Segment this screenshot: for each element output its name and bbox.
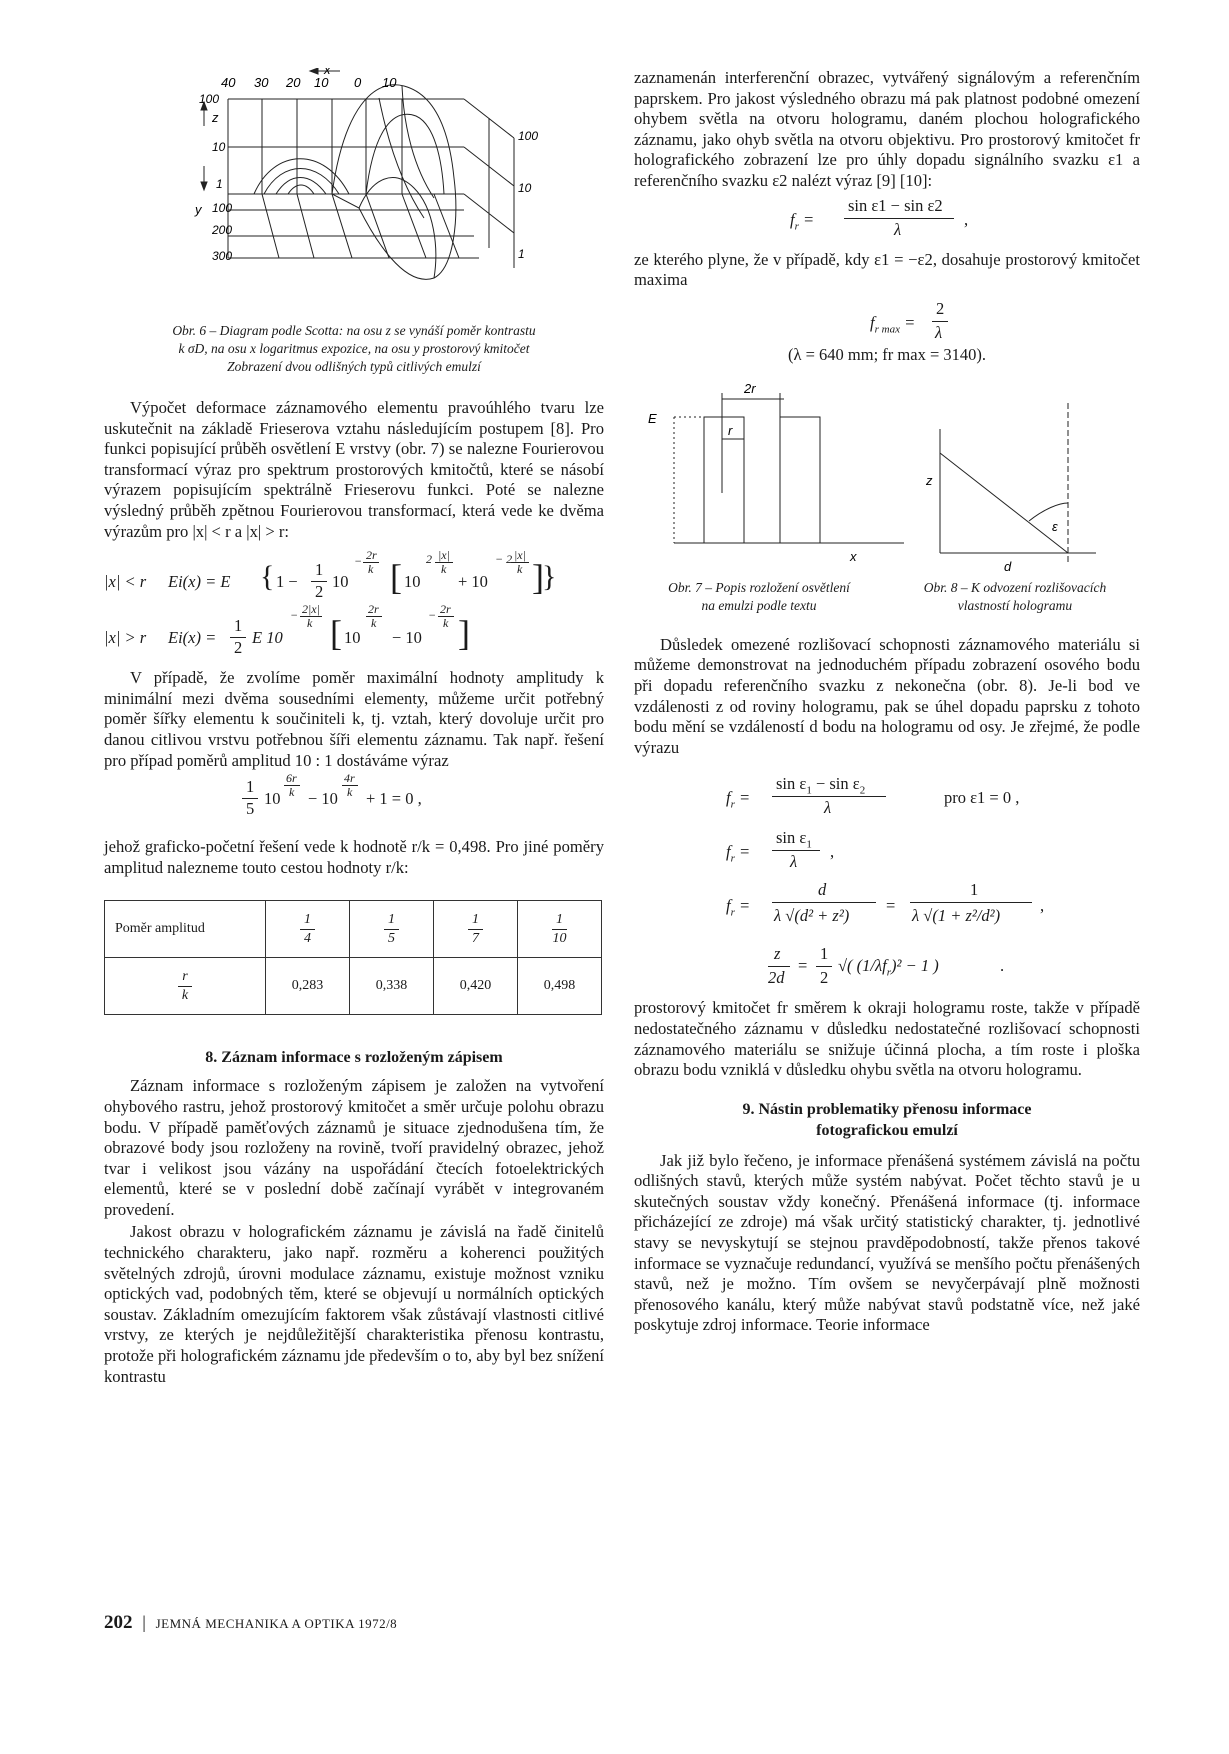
fig6-left-tick: 1 [216, 177, 223, 191]
paragraph: Výpočet deformace záznamového elementu pravoúhlého tvaru lze uskutečnit na základě Frieserova vztahu následujícím postupem [8]. Pro funkci popisující průběh osvětlení E vrstvy (obr. 7) se nalezne Fourierovou transformací výraz pro spektrum prostorových kmitočtů, které se násobí výrazem popisujícím spektrálně Frieserovu funkci. Poté se nalezne výsledný průběh zpětnou Fourierovou transformací, která vede ke dvěma výrazům pro |x| < r a |x| > r: [104, 398, 604, 541]
table-cell: $\frac{1}{4}$ [266, 901, 350, 958]
paragraph: jehož graficko-početní řešení vede k hodnotě r/k = 0,498. Pro jiné poměry amplitud nalezneme touto cestou hodnoty r/k: [104, 837, 604, 877]
fraction-denominator: λ [894, 219, 902, 239]
fig6-x-tick: 30 [254, 75, 269, 90]
paragraph: Jak již bylo řečeno, je informace přenášená systémem závislá na počtu odlišných stavů, kterých může systém nabývat. Počet těchto stavů je u skutečných soustav vždy konečný. Přenášená informace (tj. informace přicházející ze zdroje) má však určitý statistický charakter, tj. jednotlivé stavy se nevyskytují se stejnou pravděpodobností, takže přenos takové informace se vyznačuje redundancí, využívá se menšího počtu přenášených stavů, než je možno. Tím ovšem se nevyčerpávají plně možnosti přenosového kanálu, který může nabývat stavů podstatně více, než jaké poskytuje zdroj informace. Teorie informace [634, 1150, 1140, 1335]
fig6-left-tick: 100 [212, 201, 233, 215]
left-column [104, 68, 604, 1387]
fig7-x-label: x [850, 548, 857, 564]
fraction-denominator: λ [935, 322, 943, 342]
fig6-right-tick: 100 [518, 129, 539, 143]
fig7-r-label: r [728, 422, 733, 438]
figure-8-caption [890, 579, 1140, 615]
table-cell: $\frac{1}{7}$ [434, 901, 518, 958]
fig6-right-tick: 10 [518, 181, 532, 195]
paragraph: V případě, že zvolíme poměr maximální hodnoty amplitudy k minimální mezi dvěma sousedními elementy, můžeme určit potřebný poměr šířky elementu k součiniteli k, tj. vztah, který dovoluje určit pro danou citlivou vrstvu potřebnou šíři elementu záznamu. Tak např. řešení pro případ poměrů amplitud 10 : 1 dostáváme výraz [104, 668, 604, 770]
fig6-left-tick: 10 [212, 140, 226, 154]
paragraph: Záznam informace s rozloženým zápisem je založen na vytvoření ohybového rastru, jehož prostorový kmitočet a směr určuje polohu obrazu bodu. V případě paměťových záznamů je situace zjednodušena tím, že obrazové body jsou rozloženy na rovině, tvoří pravidelný obrazec, jehož tvar i velikost jsou vázány na uspořádání čtecích fotoelektrických elementů, které se v poslední době začínají vyrábět v integrovaném provedení. [104, 1076, 604, 1219]
caption-line: vlastností hologramu [957, 597, 1073, 613]
paragraph: Jakost obrazu v holografickém záznamu je závislá na řadě činitelů technického charakteru, jako např. rozměru a koherenci použitých světelných zdrojů, úrovni modulace záznamu, existuje možnost vzniku optických vad, podobných těm, které se objevují u normálních optických soustav. Základním omezujícím faktorem však zůstávají vlastnosti citlivé vrstvy, ze kterých je nejdůležitější charakteristika přenosu kontrastu, protože při holografickém záznamu jde především o to, aby byl bez snížení kontrastu [104, 1222, 604, 1386]
table-row-label: $\frac{r}{k}$ [105, 958, 266, 1015]
fig6-x-tick: 10 [314, 75, 329, 90]
paragraph: Důsledek omezené rozlišovací schopnosti záznamového materiálu si můžeme demonstrovat na jednoduchém případu zobrazení osového bodu při dopadu referenčního svazku z nekonečna (obr. 8). Je-li bod ve vzdálenosti z od roviny hologramu, pak se úhel dopadu paprsku z tohoto bodu mění se vzdáleností d bodu na hologramu od osy. Je zřejmé, že podle výrazu [634, 634, 1140, 757]
figure-7-8-captions [634, 579, 1140, 619]
amplitude-ratio-table [104, 900, 602, 1015]
fig6-x-tick: 20 [286, 75, 301, 90]
paragraph: zaznamenán interferenční obrazec, vytvářený signálovým a referenčním paprskem. Pro jakost výsledného obrazu má pak platnost podobné omezení ohybem světla na otvoru hologramu, daném plochou holografického záznamu, jako ohyb světla na otvoru objektivu. Pro prostorový kmitočet fr holografického zobrazení lze pro úhly dopadu signálního svazku ε1 a referenčního svazku ε2 nalézt výraz [9] [10]: [634, 68, 1140, 190]
section-heading: 8. Záznam informace s rozloženým zápisem [205, 1049, 503, 1067]
equation-amplitude: 1 5 10 6r k − 10 4r k + 1 = 0 , [104, 771, 604, 829]
fig7-e-label: E [648, 410, 657, 426]
fig6-left-tick: 100 [199, 92, 220, 106]
table-cell: 0,283 [266, 958, 350, 1015]
fig8-z-label: z [926, 472, 933, 488]
equation-note: (λ = 640 mm; fr max = 3140). [788, 344, 986, 364]
caption-line: Obr. 7 – Popis rozložení osvětlení [668, 579, 850, 595]
paragraph: prostorový kmitočet fr směrem k okraji hologramu roste, takže v případě nedostatečného záznamu v důsledku nedostatečné rozlišovací schopnosti záznamového materiálu se snižuje účinná plocha, a tím roste i ploška obrazu bodu vzniklá v důsledku ohybu světla na otvoru hologramu. [634, 998, 1140, 1080]
section-heading: fotografickou emulzí [816, 1121, 958, 1139]
equation-group-resolution: $f_r$ = $\sin \varepsilon_1 - \sin \varepsilon_2$ λ pro ε1 = 0 , $f_r$ = $\sin \varepsilon_1$ λ , $f_r$ = d λ √(d² + z²) = 1 λ √(1 + z²/d²) , z 2d = 1 2 √( $(1/\lambda f_r)^2 - 1$ ) . [726, 774, 1045, 988]
figure-6-scott-diagram [104, 68, 604, 298]
table-cell: 0,338 [350, 958, 434, 1015]
caption-line: Zobrazení dvou odlišných typů citlivých emulzí [227, 359, 481, 374]
equation-condition: |x| < r [104, 572, 147, 592]
equation-fr: $f_r$ = sin ε1 − sin ε2 λ , [790, 195, 969, 239]
table-row-label: Poměr amplitud [105, 901, 266, 958]
fraction-numerator: sin ε1 − sin ε2 [848, 195, 943, 215]
equation-block-ei: |x| < r Ei(x) = E { 1 − 1 2 10 − 2r k [ 10 2 |x| k + 10 − 2 |x| k ] } |x| > r Ei(x) = 1 2 E 10 − 2|x| k [ 10 2r k − 10 − 2r k ] [104, 548, 557, 658]
equation-lhs: Ei(x) = [168, 628, 217, 648]
fig6-right-tick: 1 [518, 247, 525, 261]
caption-line: Obr. 8 – K odvození rozlišovacích [923, 579, 1107, 595]
figure-6-caption [104, 322, 604, 376]
fig6-left-tick: 200 [212, 223, 233, 237]
table-cell: $\frac{1}{10}$ [518, 901, 602, 958]
fig7-2r-label: 2r [744, 380, 756, 396]
section-heading: 9. Nástin problematiky přenosu informace [742, 1100, 1032, 1118]
table-cell: $\frac{1}{5}$ [350, 901, 434, 958]
fig8-eps-label: ε [1052, 518, 1058, 534]
equation-fr-max: $f_{r max}$ = 2 λ [634, 295, 1140, 347]
fraction-numerator: 2 [936, 298, 945, 318]
fig6-y-label: y [195, 202, 202, 217]
table-cell: 0,420 [434, 958, 518, 1015]
page-footer: 202 | JEMNÁ MECHANIKA A OPTIKA 1972/8 [104, 1612, 398, 1633]
table-row [105, 901, 602, 958]
caption-line: na emulzi podle textu [701, 597, 817, 613]
equation-condition: |x| > r [104, 628, 147, 648]
figure-7-caption [634, 579, 884, 615]
page-number: 202 [104, 1612, 133, 1633]
fig6-x-label: x [324, 68, 331, 77]
paragraph: ze kterého plyne, že v případě, kdy ε1 = −ε2, dosahuje prostorový kmitočet maxima [634, 249, 1140, 290]
equation-condition: pro ε1 = 0 , [944, 788, 1020, 808]
fig8-d-label: d [1004, 558, 1012, 573]
fig6-x-tick: 40 [221, 75, 236, 90]
caption-line: Obr. 6 – Diagram podle Scotta: na osu z se vynáší poměr kontrastu [172, 323, 536, 338]
table-row [105, 958, 602, 1015]
equation-lhs: Ei(x) = E [168, 572, 231, 592]
right-column [634, 68, 1140, 1336]
caption-line: k σD, na osu x logaritmus expozice, na osu y prostorový kmitočet [178, 341, 530, 356]
journal-name: JEMNÁ MECHANIKA A OPTIKA 1972/8 [155, 1616, 398, 1631]
table-cell: 0,498 [518, 958, 602, 1015]
fig6-left-tick: 300 [212, 249, 233, 263]
fig6-z-label: z [212, 110, 219, 125]
fig6-x-tick: 0 [354, 75, 362, 90]
fig6-x-tick: 10 [382, 75, 397, 90]
figures-7-8 [634, 373, 1140, 573]
